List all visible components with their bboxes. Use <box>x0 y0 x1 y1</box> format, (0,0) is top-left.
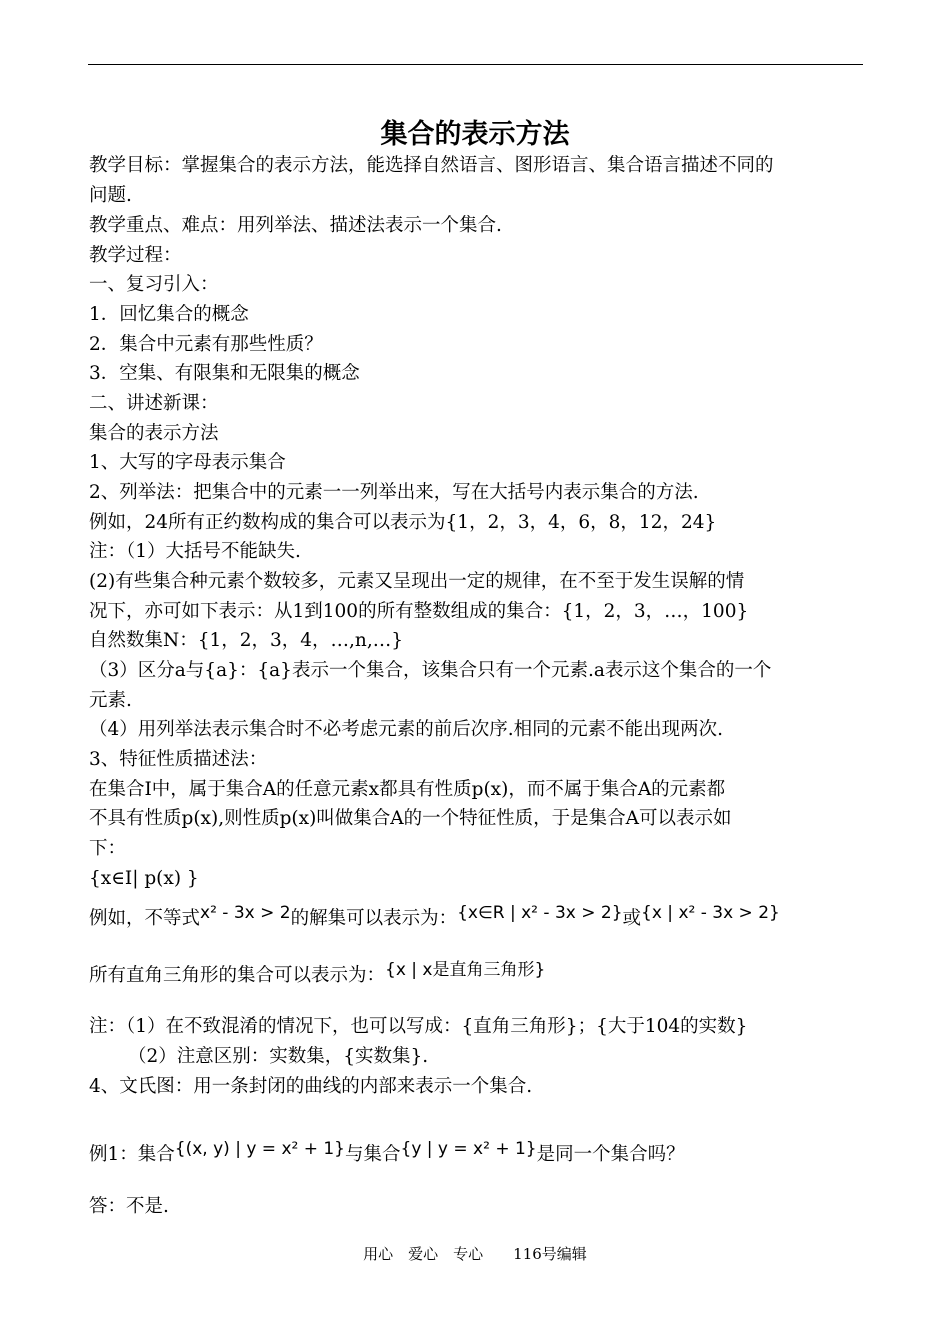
triangle-set-formula: {x | x是直角三角形} <box>385 960 546 980</box>
text-line: 集合的表示方法 <box>89 423 219 444</box>
text-line: 3、特征性质描述法： <box>89 749 268 770</box>
page-footer: 用心 爱心 专心 116号编辑 <box>363 1245 587 1263</box>
text-line: 二、讲述新课： <box>89 393 219 414</box>
text-line: 例如，24所有正约数构成的集合可以表示为{1，2，3，4，6，8，12，24} <box>89 512 717 533</box>
text-line: 问题. <box>89 185 132 206</box>
answer-line: 答：不是. <box>89 1196 169 1217</box>
header-rule <box>88 64 863 65</box>
text-line: 不具有性质p(x),则性质p(x)叫做集合A的一个特征性质，于是集合A可以表示如 <box>89 808 732 829</box>
text-line: 自然数集N：{1，2，3，4，…,n,…} <box>89 630 403 651</box>
note-line-2: （2）注意区别：实数集，{实数集}. <box>128 1046 429 1067</box>
text-line: 教学目标：掌握集合的表示方法，能选择自然语言、图形语言、集合语言描述不同的 <box>89 155 774 176</box>
triangle-text: 所有直角三角形的集合可以表示为： <box>89 965 386 986</box>
solution-set-formula-alt: {x | x² - 3x > 2} <box>641 903 780 923</box>
example1-formula-2: {y | y = x² + 1} <box>400 1139 537 1159</box>
inequality-formula: x² - 3x > 2 <box>200 903 291 923</box>
venn-line: 4、文氏图：用一条封闭的曲线的内部来表示一个集合. <box>89 1076 533 1097</box>
example1-text-3: 是同一个集合吗？ <box>536 1144 685 1165</box>
text-line: 2、列举法：把集合中的元素一一列举出来，写在大括号内表示集合的方法. <box>89 482 699 503</box>
text-line: 注：（1）大括号不能缺失. <box>89 541 301 562</box>
inequality-example-line <box>89 903 879 931</box>
inequality-text-2: 的解集可以表示为： <box>290 908 458 929</box>
text-line: （3）区分a与{a}：{a}表示一个集合，该集合只有一个元素.a表示这个集合的一个 <box>89 660 772 681</box>
text-line: 1．回忆集合的概念 <box>89 304 249 325</box>
example1-text-1: 例1：集合 <box>89 1144 175 1165</box>
example1-formula-1: {(x, y) | y = x² + 1} <box>174 1139 345 1159</box>
text-line: 一、复习引入： <box>89 274 219 295</box>
inequality-text-3: 或 <box>622 908 642 929</box>
text-line: 3．空集、有限集和无限集的概念 <box>89 363 360 384</box>
example1-text-2: 与集合 <box>345 1144 401 1165</box>
text-line: 教学重点、难点：用列举法、描述法表示一个集合. <box>89 215 502 236</box>
text-line: 下： <box>89 838 127 859</box>
text-line: 1、大写的字母表示集合 <box>89 452 286 473</box>
triangle-example-line <box>89 960 879 988</box>
text-line: （4）用列举法表示集合时不必考虑元素的前后次序.相同的元素不能出现两次. <box>89 719 724 740</box>
text-line: {x∈I| p(x) } <box>89 868 199 889</box>
inequality-text-1: 例如，不等式 <box>89 908 201 929</box>
text-line: (2)有些集合种元素个数较多，元素又呈现出一定的规律，在不至于发生误解的情 <box>89 571 745 592</box>
example1-line <box>89 1139 879 1167</box>
text-line: 况下，亦可如下表示：从1到100的所有整数组成的集合：{1，2，3，…，100} <box>89 601 749 622</box>
text-line: 教学过程： <box>89 245 182 266</box>
text-line: 元素. <box>89 690 132 711</box>
solution-set-formula: {x∈R | x² - 3x > 2} <box>457 903 623 923</box>
text-line: 2．集合中元素有那些性质？ <box>89 334 323 355</box>
note-line-1: 注：（1）在不致混淆的情况下，也可以写成：{直角三角形}；{大于104的实数} <box>89 1016 748 1037</box>
text-line: 在集合I中，属于集合A的任意元素x都具有性质p(x)，而不属于集合A的元素都 <box>89 779 726 800</box>
page-title: 集合的表示方法 <box>380 119 570 150</box>
